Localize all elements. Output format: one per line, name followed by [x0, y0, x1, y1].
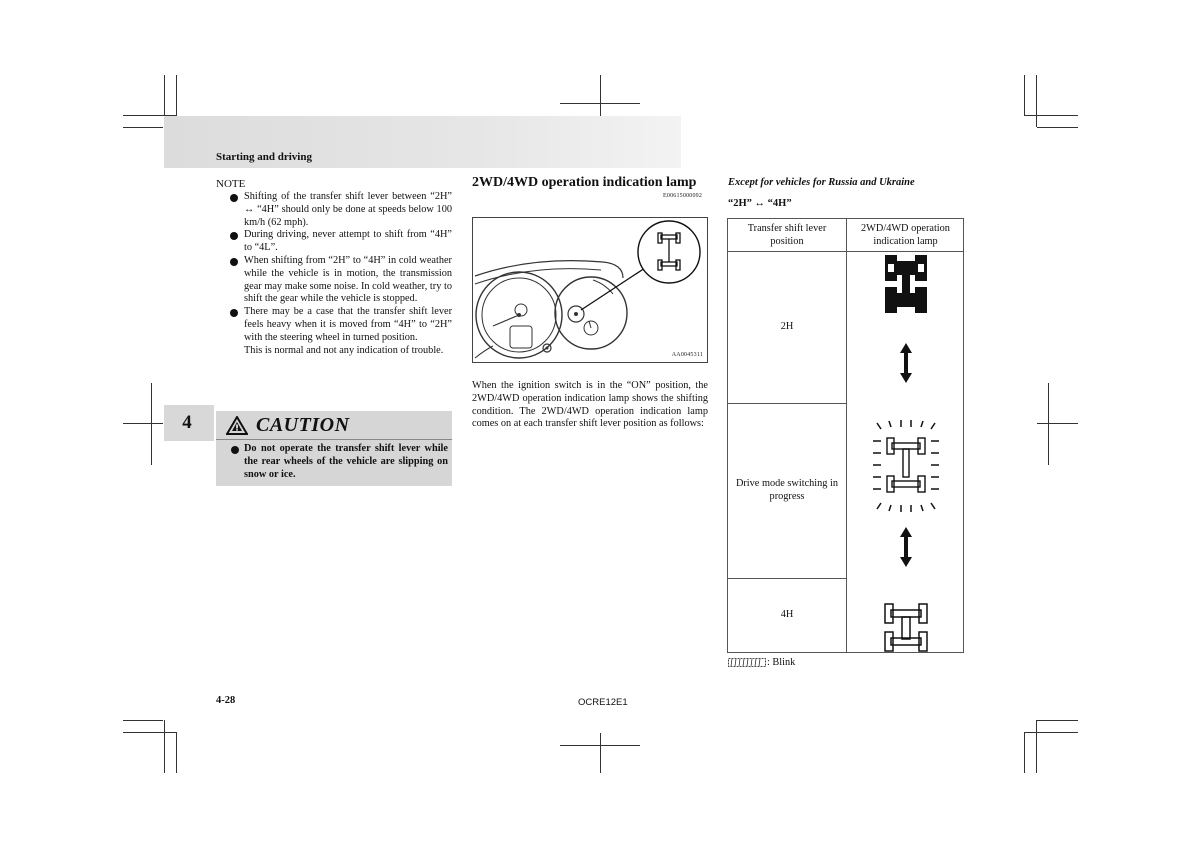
crop-mark: [560, 745, 640, 746]
note-label: NOTE: [216, 178, 246, 190]
crop-mark: [176, 75, 177, 115]
vehicle-scope-caption: Except for vehicles for Russia and Ukraine: [728, 177, 915, 188]
note-after-text: This is normal and not any indication of trouble.: [244, 344, 444, 356]
warning-triangle-icon: [226, 416, 248, 435]
caution-box: [216, 411, 452, 486]
table-divider: [728, 578, 846, 579]
figure-code: AA0045311: [671, 352, 703, 358]
crop-mark: [164, 720, 165, 773]
lamp-2h-icon: [885, 255, 927, 313]
crop-mark: [560, 103, 640, 104]
crop-mark: [1036, 720, 1037, 773]
note-item: During driving, never attempt to shift from “4H” to “4L”.: [230, 229, 452, 255]
crop-mark: [1037, 720, 1078, 721]
table-header-lever: Transfer shift lever position: [747, 223, 827, 247]
crop-mark: [1024, 115, 1078, 116]
note-item: When shifting from “2H” to “4H” in cold weather while the vehicle is in motion, the transmission gear may make some noise. In cold weather, try to shift the gear while the vehicle is stopped.: [230, 255, 452, 306]
crop-mark: [1036, 75, 1037, 127]
indicator-table: [727, 218, 964, 653]
table-divider: [728, 403, 846, 404]
crop-mark: [1048, 383, 1049, 465]
lamp-4h-icon: [885, 604, 927, 651]
crop-mark: [123, 423, 163, 424]
caution-title: CAUTION: [256, 414, 350, 436]
table-divider: [728, 251, 963, 252]
shift-subheading: “2H” ↔ “4H”: [728, 198, 792, 209]
crop-mark: [123, 732, 177, 733]
crop-mark: [1024, 733, 1025, 773]
blink-legend: [728, 657, 795, 668]
double-arrow-icon: [900, 343, 912, 383]
crop-mark: [1024, 732, 1078, 733]
crop-mark: [1024, 75, 1025, 115]
lamp-section-title: 2WD/4WD operation indication lamp: [472, 175, 697, 190]
chapter-number: 4: [182, 412, 192, 433]
section-title: Starting and driving: [216, 151, 312, 163]
page-number: 4-28: [216, 695, 236, 706]
table-header-lamp: 2WD/4WD operation indication lamp: [861, 223, 950, 247]
crop-mark: [1037, 127, 1078, 128]
crop-mark: [1037, 423, 1078, 424]
table-row-2h: 2H: [780, 321, 794, 332]
caution-text: Do not operate the transfer shift lever while the rear wheels of the vehicle are slipping on snow or ice.: [230, 443, 448, 481]
chapter-tab: [164, 405, 214, 441]
instrument-cluster-figure: [472, 217, 708, 363]
instrument-cluster-illustration: [473, 218, 708, 363]
crop-mark: [600, 733, 601, 773]
document-code: OCRE12E1: [578, 697, 628, 708]
blink-pattern-icon: [728, 658, 766, 667]
crop-mark: [123, 720, 163, 721]
note-item: Shifting of the transfer shift lever between “2H” ↔ “4H” should only be done at speeds below 100 km/h (62 mph).: [230, 191, 452, 229]
caution-divider: [216, 439, 452, 440]
blink-legend-label: : Blink: [767, 657, 796, 668]
table-row-4h: 4H: [780, 609, 794, 620]
table-row-switching: Drive mode switching in progress: [735, 478, 839, 502]
crop-mark: [151, 383, 152, 465]
double-arrow-icon: [900, 527, 912, 567]
crop-mark: [123, 127, 163, 128]
lamp-description: When the ignition switch is in the “ON” position, the 2WD/4WD operation indication lamp shows the shifting condition. The 2WD/4WD operation indication lamp comes on at each transfer shift lever position as follows:: [472, 380, 708, 430]
note-list: [230, 191, 452, 357]
indicator-lamp-icons: [847, 253, 965, 653]
section-code: E00615000092: [663, 193, 703, 199]
crop-mark: [176, 733, 177, 773]
note-item: There may be a case that the transfer shift lever feels heavy when it is moved from “4H” to “2H” with the steering wheel in turned position.: [230, 306, 452, 344]
lamp-blinking-icon: [873, 420, 939, 512]
